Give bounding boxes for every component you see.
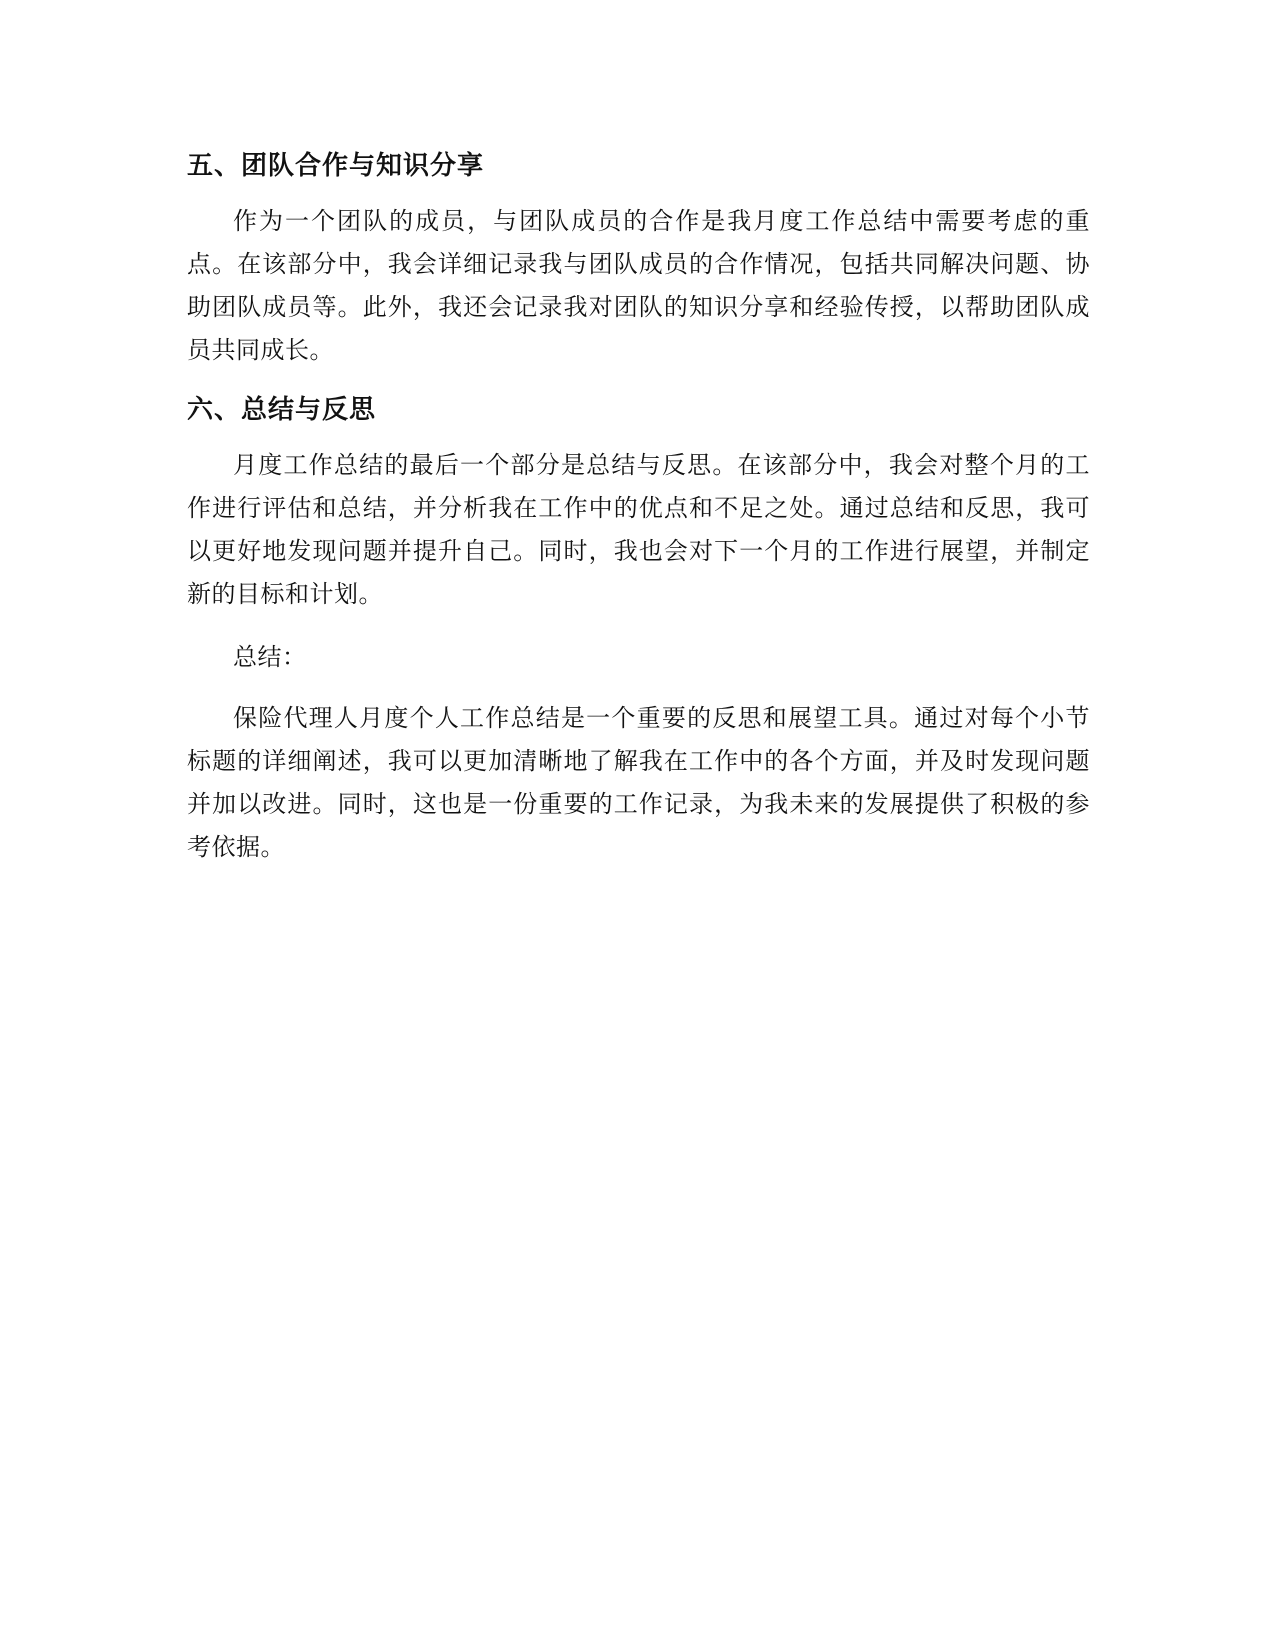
summary-label: 总结： [233, 643, 307, 671]
document-page [187, 140, 1090, 869]
summary-paragraph: 保险代理人月度个人工作总结是一个重要的反思和展望工具。通过对每个小节标题的详细阐述，我可以更加清晰地了解我在工作中的各个方面，并及时发现问题并加以改进。同时，这也是一份重要的工作记录，为我未来的发展提供了积极的参考依据。 [187, 704, 1090, 861]
section-heading-teamwork: 五、团队合作与知识分享 [187, 151, 485, 181]
section-paragraph-teamwork: 作为一个团队的成员，与团队成员的合作是我月度工作总结中需要考虑的重点。在该部分中，我会详细记录我与团队成员的合作情况，包括共同解决问题、协助团队成员等。此外，我还会记录我对团队的知识分享和经验传授，以帮助团队成员共同成长。 [187, 207, 1090, 364]
section-paragraph-reflection: 月度工作总结的最后一个部分是总结与反思。在该部分中，我会对整个月的工作进行评估和总结，并分析我在工作中的优点和不足之处。通过总结和反思，我可以更好地发现问题并提升自己。同时，我也会对下一个月的工作进行展望，并制定新的目标和计划。 [187, 451, 1090, 608]
section-heading-reflection: 六、总结与反思 [187, 395, 377, 425]
